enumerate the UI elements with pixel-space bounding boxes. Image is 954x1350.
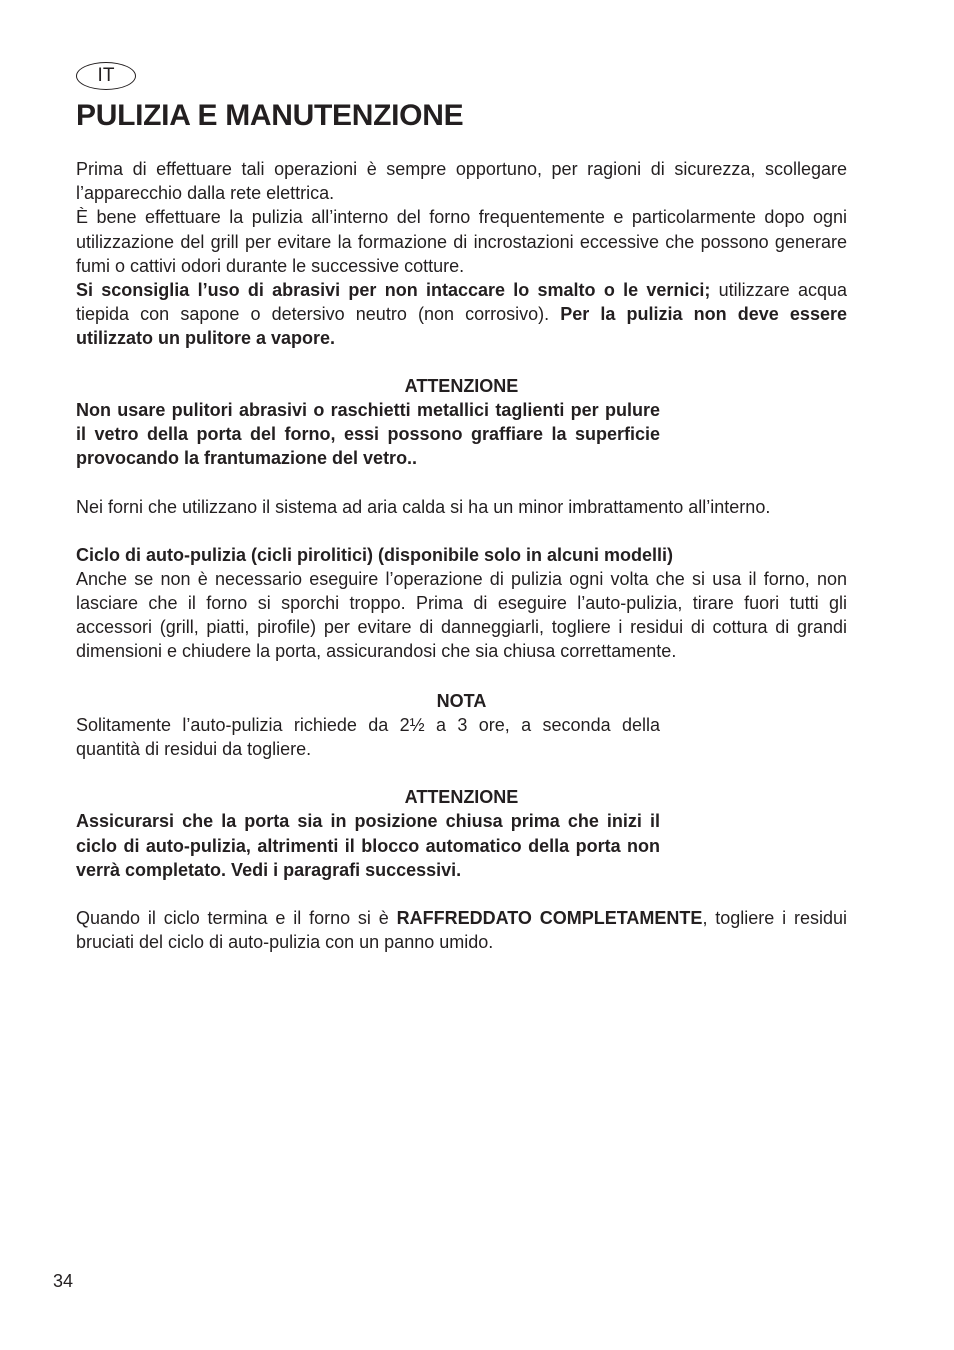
self-clean-text: Anche se non è necessario eseguire l’operazione di pulizia ogni volta che si usa il forno, non lasciare che il forno si sporchi troppo. Prima di eseguire l’auto-pulizia, tirare fuori tutti gli accessori (grill, piatti, pirofile) per evitare di danneggiarli, togliere i residui di cottura di grandi dimensioni e chiudere la porta, assicurandosi che sia chiusa correttamente.: [76, 568, 847, 662]
closing-emphasis: RAFFREDDATO COMPLETAMENTE: [396, 908, 703, 929]
self-clean-heading: Ciclo di auto-pulizia (cicli pirolitici) (disponibile solo in alcuni modelli): [76, 544, 674, 565]
closing-text-end: , togliere i residui bruciati del ciclo di auto-pulizia con un panno umido.: [76, 908, 847, 953]
closing-paragraph: [76, 906, 847, 954]
page-title: PULIZIA E MANUTENZIONE: [76, 99, 464, 132]
abrasives-warning-text: Si sconsiglia l’uso di abrasivi per non intaccare lo smalto o le vernici;: [76, 280, 711, 301]
intro-paragraph-frequency: È bene effettuare la pulizia all’interno del forno frequentemente e particolarmente dopo ogni utilizzazione del grill per evitare la formazione di incrostazioni eccessive che possono generare fumi o cattivi odori durante le successive cotture.: [76, 207, 847, 276]
intro-paragraph-abrasives: [76, 278, 847, 351]
warning-text-door: Assicurarsi che la porta sia in posizione chiusa prima che inizi il ciclo di auto-pulizia, altrimenti il blocco automatico della porta non verrà completato. Vedi i paragrafi successivi.: [76, 811, 660, 880]
note-heading: NOTA: [436, 690, 487, 711]
abrasives-advice-text: utilizzare acqua tiepida con sapone o detersivo neutro (non corrosivo).: [76, 280, 847, 325]
intro-paragraph-disconnect: Prima di effettuare tali operazioni è sempre opportuno, per ragioni di sicurezza, scollegare l’apparecchio dalla rete elettrica.: [76, 159, 847, 204]
warning-heading-glass: ATTENZIONE: [404, 375, 519, 396]
steam-cleaner-warning-text: Per la pulizia non deve essere utilizzato un pulitore a vapore.: [76, 304, 847, 349]
language-badge: IT: [76, 62, 136, 90]
page-number: 34: [53, 1271, 74, 1291]
note-text: Solitamente l’auto-pulizia richiede da 2½ a 3 ore, a seconda della quantità di residui da togliere.: [76, 714, 660, 760]
warning-heading-door: ATTENZIONE: [404, 787, 519, 808]
page-content: [76, 157, 847, 954]
closing-text-start: Quando il ciclo termina e il forno si è: [76, 908, 397, 929]
warning-text-glass: Non usare pulitori abrasivi o raschietti metallici taglienti per pulure il vetro della porta del forno, essi possono graffiare la superficie provocando la frantumazione del vetro..: [76, 399, 660, 469]
hot-air-note: Nei forni che utilizzano il sistema ad aria calda si ha un minor imbrattamento all’interno.: [76, 497, 771, 518]
